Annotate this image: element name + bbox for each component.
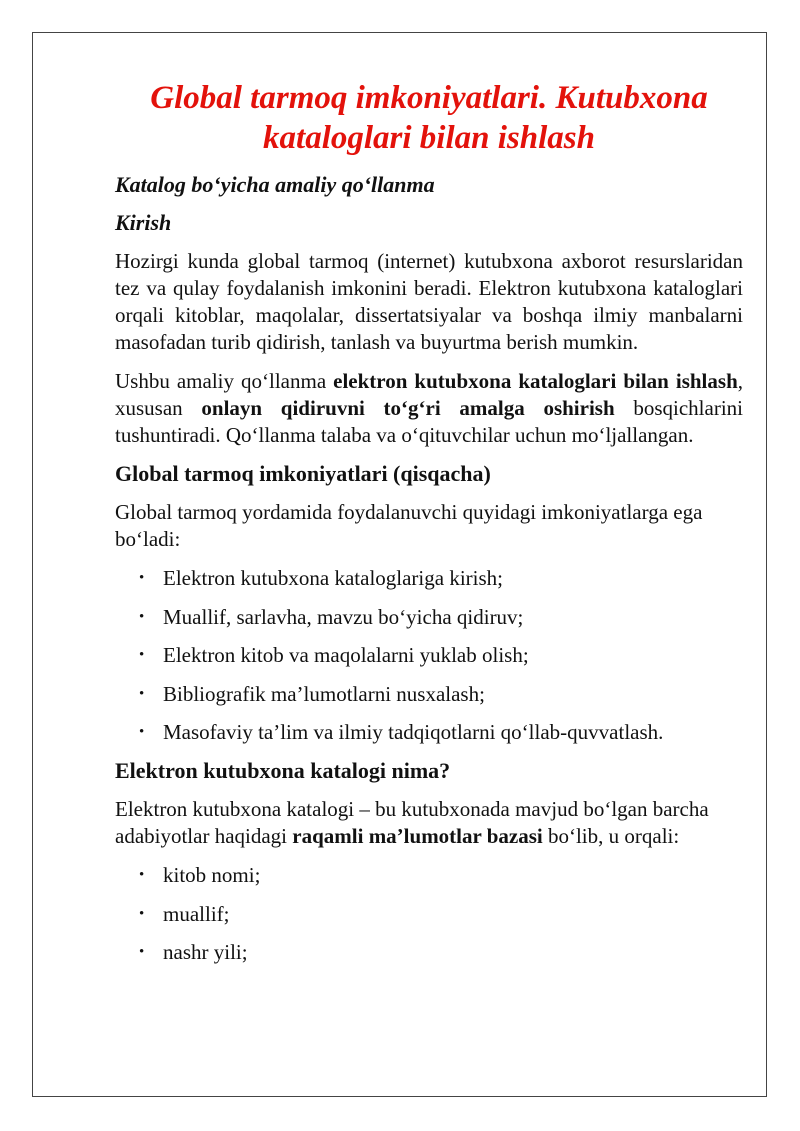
intro-heading: Kirish	[115, 210, 172, 235]
purpose-text-2: , xususan	[115, 369, 743, 420]
catalog-paragraph	[115, 796, 743, 850]
catalog-text-2: bo‘lib, u orqali:	[542, 824, 680, 848]
list-item: • Muallif, sarlavha, mavzu bo‘yicha qidiruv;	[115, 604, 743, 631]
purpose-bold-1: elektron kutubxona kataloglari bilan ishlash	[333, 369, 738, 393]
document-title: Global tarmoq imkoniyatlari. Kutubxona kataloglari bilan ishlash	[150, 80, 708, 156]
capabilities-intro: Global tarmoq yordamida foydalanuvchi quyidagi imkoniyatlarga ega bo‘ladi:	[115, 500, 703, 551]
catalog-items-list	[115, 862, 743, 966]
list-item: • Elektron kutubxona kataloglariga kirish;	[115, 565, 743, 592]
purpose-bold-2: onlayn qidiruvni to‘g‘ri amalga oshirish	[201, 396, 615, 420]
list-item: • kitob nomi;	[115, 862, 743, 889]
catalog-text-1: Elektron kutubxona katalogi – bu kutubxonada mavjud bo‘lgan barcha adabiyotlar haqidagi	[115, 797, 709, 848]
document-content	[115, 78, 743, 978]
list-item: • Bibliografik ma’lumotlarni nusxalash;	[115, 681, 743, 708]
catalog-bold-1: raqamli ma’lumotlar bazasi	[292, 824, 543, 848]
capabilities-list	[115, 565, 743, 746]
purpose-text-1: Ushbu amaliy qo‘llanma	[115, 369, 334, 393]
document-subtitle: Katalog bo‘yicha amaliy qo‘llanma	[115, 172, 435, 197]
list-item: • nashr yili;	[115, 939, 743, 966]
catalog-heading: Elektron kutubxona katalogi nima?	[115, 758, 451, 783]
purpose-paragraph	[115, 368, 743, 449]
list-item: • Elektron kitob va maqolalarni yuklab olish;	[115, 642, 743, 669]
list-item: • Masofaviy ta’lim va ilmiy tadqiqotlarni qo‘llab-quvvatlash.	[115, 719, 743, 746]
purpose-text-3: bosqichlarini tushuntiradi. Qo‘llanma talaba va o‘qituvchilar uchun mo‘ljallangan.	[115, 396, 743, 447]
intro-paragraph: Hozirgi kunda global tarmoq (internet) kutubxona axborot resurslaridan tez va qulay foydalanish imkonini beradi. Elektron kutubxona kataloglari orqali kitoblar, maqolalar, dissertatsiyalar va boshqa ilmiy manbalarni masofadan turib qidirish, tanlash va buyurtma berish mumkin.	[115, 249, 743, 354]
capabilities-heading: Global tarmoq imkoniyatlari (qisqacha)	[115, 461, 491, 486]
list-item: • muallif;	[115, 901, 743, 928]
